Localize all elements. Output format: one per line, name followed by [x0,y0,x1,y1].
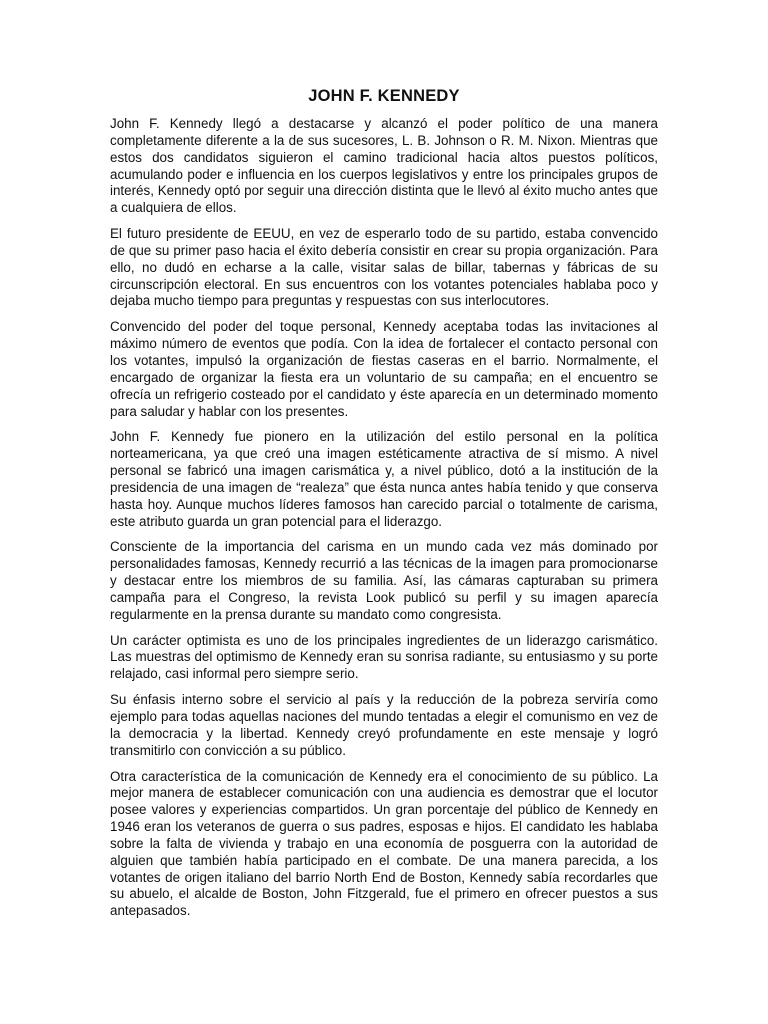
paragraph-5: Consciente de la importancia del carisma en un mundo cada vez más dominado por personalidades famosas, Kennedy recurrió a las técnicas de la imagen para promocionarse y destacar entre los miembros de su familia. Así, las cámaras capturaban su primera campaña para el Congreso, la revista Look publicó su perfil y su imagen aparecía regularmente en la prensa durante su mandato como congresista. [110,539,658,622]
paragraph-1: John F. Kennedy llegó a destacarse y alcanzó el poder político de una manera completamente diferente a la de sus sucesores, L. B. Johnson o R. M. Nixon. Mientras que estos dos candidatos siguieron el camino tradicional hacia altos puestos políticos, acumulando poder e influencia en los cuerpos legislativos y entre los principales grupos de interés, Kennedy optó por seguir una dirección distinta que le llevó al éxito mucho antes que a cualquiera de ellos. [110,116,658,216]
document-title: JOHN F. KENNEDY [308,87,460,105]
paragraph-6: Un carácter optimista es uno de los principales ingredientes de un liderazgo carismático. Las muestras del optimismo de Kennedy eran su sonrisa radiante, su entusiasmo y su porte relajado, casi informal pero siempre serio. [110,632,658,682]
document-page [110,86,658,929]
paragraph-2: El futuro presidente de EEUU, en vez de esperarlo todo de su partido, estaba convencido de que su primer paso hacia el éxito debería consistir en crear su propia organización. Para ello, no dudó en echarse a la calle, visitar salas de billar, tabernas y fábricas de su circunscripción electoral. En sus encuentros con los votantes potenciales hablaba poco y dejaba mucho tiempo para preguntas y respuestas con sus interlocutores. [110,226,658,309]
paragraph-4: John F. Kennedy fue pionero en la utilización del estilo personal en la política norteamericana, ya que creó una imagen estéticamente atractiva de sí mismo. A nivel personal se fabricó una imagen carismática y, a nivel público, dotó a la institución de la presidencia de una imagen de “realeza” que ésta nunca antes había tenido y que conserva hasta hoy. Aunque muchos líderes famosos han carecido parcial o totalmente de carisma, este atributo guarda un gran potencial para el liderazgo. [110,429,658,529]
paragraph-3: Convencido del poder del toque personal, Kennedy aceptaba todas las invitaciones al máximo número de eventos que podía. Con la idea de fortalecer el contacto personal con los votantes, impulsó la organización de fiestas caseras en el barrio. Normalmente, el encargado de organizar la fiesta era un voluntario de su campaña; en el encuentro se ofrecía un refrigerio costeado por el candidato y éste aparecía en un determinado momento para saludar y hablar con los presentes. [110,319,658,419]
paragraph-8: Otra característica de la comunicación de Kennedy era el conocimiento de su público. La mejor manera de establecer comunicación con una audiencia es demostrar que el locutor posee valores y experiencias compartidos. Un gran porcentaje del público de Kennedy en 1946 eran los veteranos de guerra o sus padres, esposas e hijos. El candidato les hablaba sobre la falta de vivienda y trabajo en una economía de posguerra con la autoridad de alguien que también había participado en el combate. De una manera parecida, a los votantes de origen italiano del barrio North End de Boston, Kennedy sabía recordarles que su abuelo, el alcalde de Boston, John Fitzgerald, fue el primero en ofrecer puestos a sus antepasados. [110,768,658,919]
paragraph-7: Su énfasis interno sobre el servicio al país y la reducción de la pobreza serviría como ejemplo para todas aquellas naciones del mundo tentadas a elegir el comunismo en vez de la democracia y la libertad. Kennedy creyó profundamente en este mensaje y logró transmitirlo con convicción a su público. [110,692,658,758]
